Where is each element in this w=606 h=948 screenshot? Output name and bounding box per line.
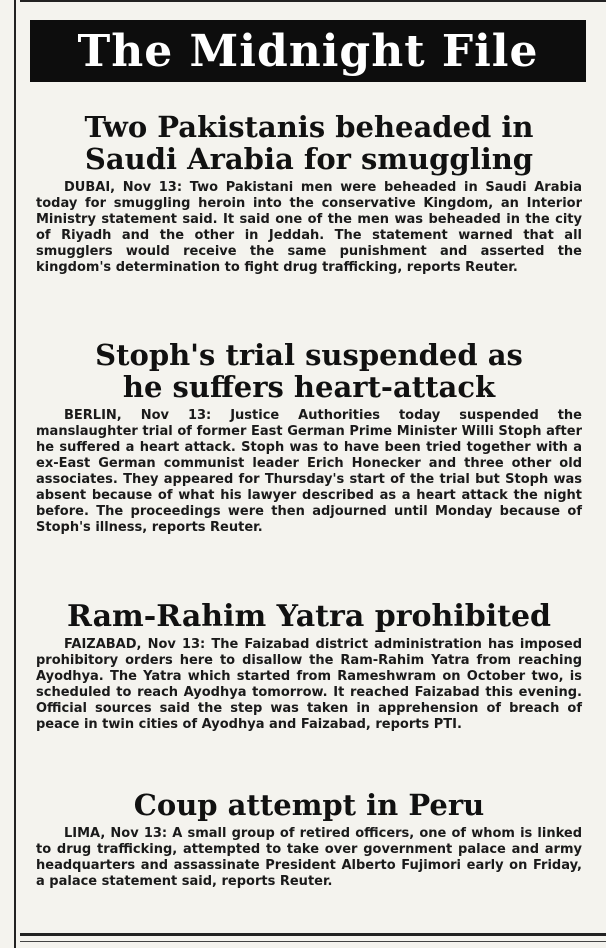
masthead: [30, 20, 586, 82]
headline-line-2: Saudi Arabia for smuggling: [84, 141, 534, 176]
bottom-rule-thin: [20, 941, 606, 942]
headline: [36, 790, 582, 822]
headline: [36, 600, 582, 633]
body-text: The Faizabad district administration has imposed prohibitory orders here to disallow the Ram-Rahim Yatra from reaching Ayodhya. The Yatra which started from Rameshwram on October two, is scheduled to reach Ayodhya tomorrow. It reached Faizabad this evening. Official sources said the step was taken in apprehension of breach of peace in twin cities of Ayodhya and Faizabad, reports PTI.: [36, 637, 582, 732]
dateline: FAIZABAD, Nov 13:: [64, 637, 206, 652]
dateline: LIMA, Nov 13:: [64, 825, 168, 841]
body-text: Justice Authorities today suspended the manslaughter trial of former East German Prime Minister Willi Stoph after he suffered a heart attack. Stoph was to have been tried together with a ex-East German communist leader Erich Honecker and three other old associates. They appeared for Thursday's start of the trial but Stoph was absent because of what his lawyer described as a heart attack the night before. The proceedings were then adjourned until Monday because of Stoph's illness, reports Reuter.: [36, 407, 582, 535]
headline-line-1: Stoph's trial suspended as: [95, 338, 523, 372]
body-text: Two Pakistani men were beheaded in Saudi Arabia today for smuggling heroin into the conservative Kingdom, an Interior Ministry statement said. It said one of the men was beheaded in the city of Riyadh and the other in Jeddah. The statement warned that all smugglers would receive the same punishment and asserted the kingdom's determination to fight drug trafficking, reports Reuter.: [36, 179, 583, 275]
story-saudi-beheading: [36, 112, 582, 276]
dateline: DUBAI, Nov 13:: [64, 179, 183, 195]
story-peru-coup: [36, 790, 582, 890]
story-body: [36, 826, 582, 890]
headline: [36, 340, 582, 404]
bottom-rule: [20, 933, 606, 936]
headline-line-1: Coup attempt in Peru: [133, 788, 485, 822]
story-body: [36, 180, 582, 276]
headline-line-1: Two Pakistanis beheaded in: [84, 110, 534, 144]
story-body: [36, 408, 582, 536]
story-ram-rahim-yatra: [36, 600, 582, 733]
top-rule: [20, 0, 606, 2]
body-text: A small group of retired officers, one of whom is linked to drug trafficking, attempted to take over government palace and army headquarters and assassinate President Alberto Fujimori early on Friday, a palace statement said, reports Reuter.: [36, 825, 582, 889]
headline-line-2: he suffers heart-attack: [122, 369, 496, 404]
story-body: [36, 637, 582, 733]
headline-line-1: Ram-Rahim Yatra prohibited: [66, 599, 552, 634]
dateline: BERLIN, Nov 13:: [64, 407, 212, 423]
column-rule: [14, 0, 16, 948]
headline: [36, 112, 582, 176]
story-stoph-trial: [36, 340, 582, 536]
masthead-title: The Midnight File: [77, 25, 539, 77]
